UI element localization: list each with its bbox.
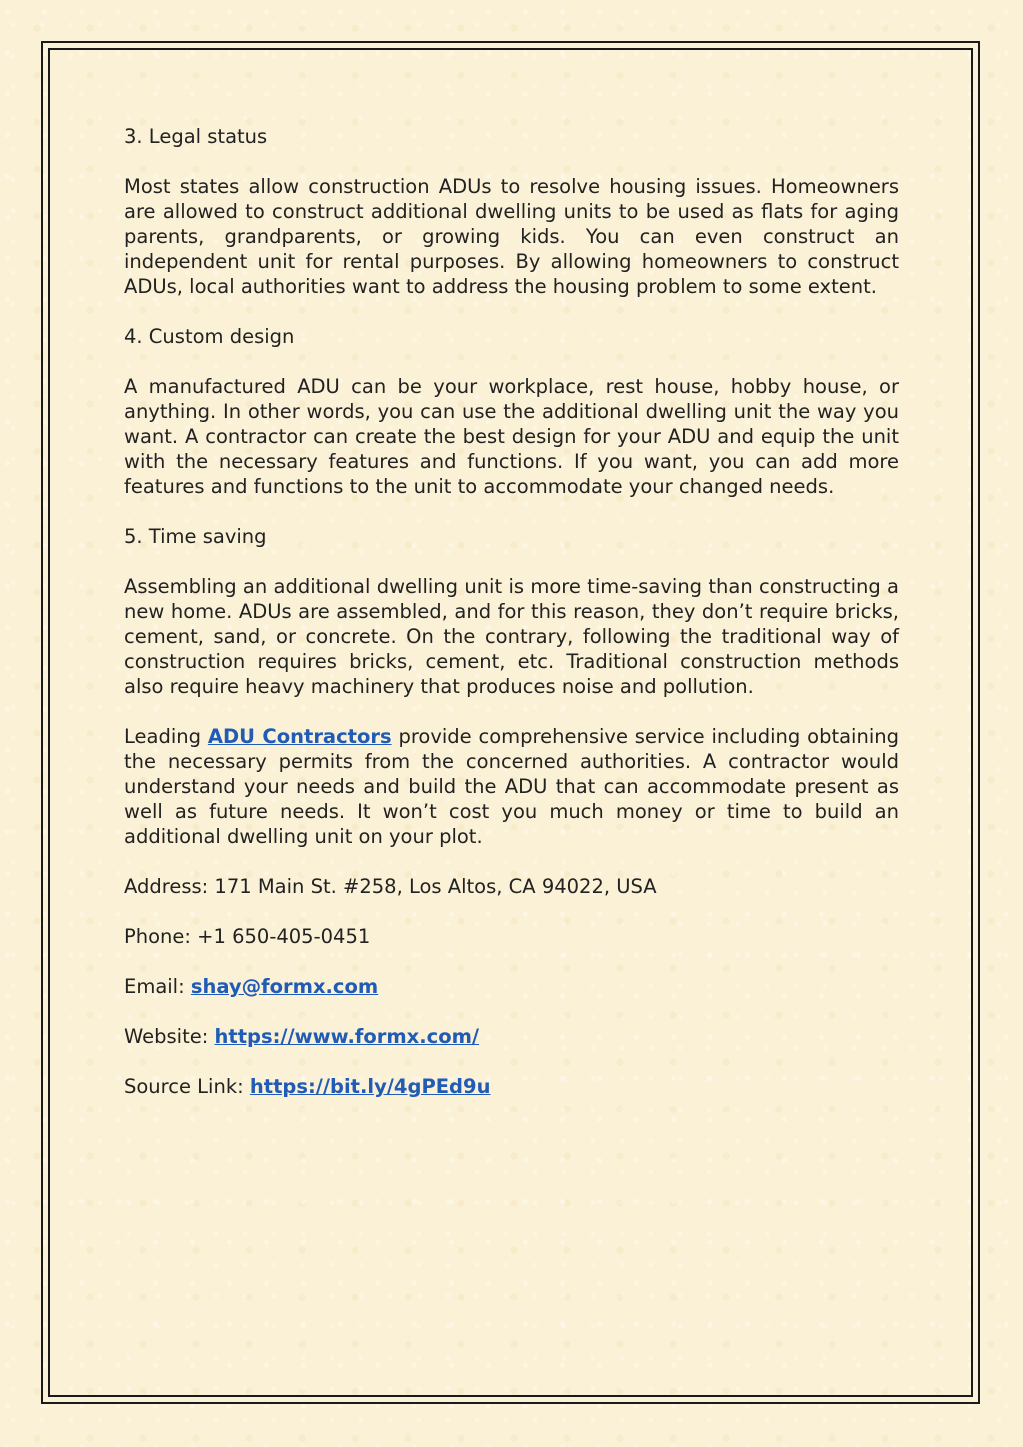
section-heading-custom-design: 4. Custom design — [124, 325, 295, 348]
source-label: Source Link: — [124, 1075, 244, 1098]
email-label: Email: — [124, 975, 185, 998]
section-heading-time-saving: 5. Time saving — [124, 525, 267, 548]
section-body-custom-design: A manufactured ADU can be your workplace, rest house, hobby house, or anything. In other words, you can use the additional dwelling unit the way you want. A contractor can create the best design for your ADU and equip the unit with the necessary features and functions. If you want, you can add more features and functions to the unit to accommodate your changed needs. — [124, 375, 899, 498]
website-label: Website: — [124, 1025, 209, 1048]
section-heading-legal-status: 3. Legal status — [124, 125, 268, 148]
source-link-row — [124, 1074, 899, 1099]
source-link[interactable]: https://bit.ly/4gPEd9u — [249, 1075, 491, 1098]
contact-email-row — [124, 974, 899, 999]
closing-text-before-link: Leading — [124, 725, 202, 748]
section-body-time-saving: Assembling an additional dwelling unit is more time-saving than constructing a new home. ADUs are assembled, and for this reason, they don’t require bricks, cement, sand, or concrete. On the contrary, following the traditional way of construction requires bricks, cement, etc. Traditional construction methods also require heavy machinery that produces noise and pollution. — [124, 575, 899, 698]
section-body-legal-status: Most states allow construction ADUs to resolve housing issues. Homeowners are allowed to construct additional dwelling units to be used as flats for aging parents, grandparents, or growing kids. You can even construct an independent unit for rental purposes. By allowing homeowners to construct ADUs, local authorities want to address the housing problem to some extent. — [124, 175, 899, 298]
contact-address: Address: 171 Main St. #258, Los Altos, CA 94022, USA — [124, 875, 657, 898]
closing-text-after-link: provide comprehensive service including obtaining the necessary permits from the concerned authorities. A contractor would understand your needs and build the ADU that can accommodate present as well as future needs. It won’t cost you much money or time to build an additional dwelling unit on your plot. — [124, 725, 899, 848]
adu-contractors-link[interactable]: ADU Contractors — [207, 725, 392, 748]
contact-website-row — [124, 1024, 899, 1049]
closing-paragraph — [124, 724, 899, 849]
website-link[interactable]: https://www.formx.com/ — [214, 1025, 480, 1048]
email-link[interactable]: shay@formx.com — [190, 975, 379, 998]
document-body — [124, 124, 899, 1124]
contact-phone: Phone: +1 650-405-0451 — [124, 925, 371, 948]
